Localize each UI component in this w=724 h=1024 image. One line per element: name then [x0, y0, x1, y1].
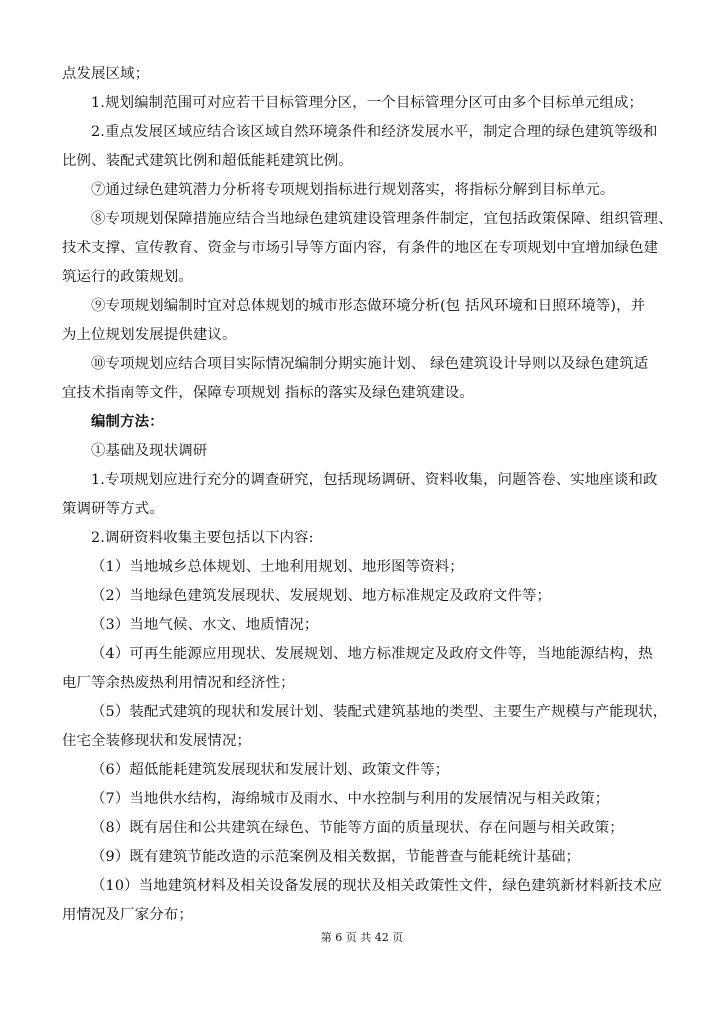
list-item: （5）装配式建筑的现状和发展计划、装配式建筑基地的类型、主要生产规模与产能现状，	[91, 704, 668, 720]
list-item: （3）当地气候、水文、地质情况；	[91, 617, 319, 633]
page-footer: 第 6 页 共 42 页	[320, 931, 404, 944]
document-body	[62, 60, 673, 930]
paragraph-line: 比例、装配式建筑比例和超低能耗建筑比例。	[62, 153, 353, 169]
paragraph-line: 为上位规划发展提供建议。	[62, 327, 237, 343]
list-item-continuation: 住宅全装修现状和发展情况；	[62, 733, 252, 749]
list-item: （8）既有居住和公共建筑在绿色、节能等方面的质量现状、存在问题与相关政策；	[91, 820, 624, 836]
paragraph-line: ⑩专项规划应结合项目实际情况编制分期实施计划、 绿色建筑设计导则以及绿色建筑适	[91, 356, 649, 372]
paragraph-line: ⑧专项规划保障措施应结合当地绿色建筑建设管理条件制定，宜包括政策保障、组织管理、	[91, 211, 673, 227]
paragraph-line: 2.调研资料收集主要包括以下内容:	[91, 530, 314, 546]
paragraph-line: ①基础及现状调研	[91, 443, 208, 459]
list-item: （9）既有建筑节能改造的示范案例及相关数据，节能普查与能耗统计基础；	[91, 849, 581, 865]
list-item-continuation: 用情况及厂家分布；	[62, 907, 193, 923]
paragraph-line: 1.规划编制范围可对应若干目标管理分区，一个目标管理分区可由多个目标单元组成；	[91, 95, 644, 111]
list-item: （4）可再生能源应用现状、发展规划、地方标准规定及政府文件等，当地能源结构，热	[91, 646, 653, 662]
list-item-continuation: 电厂等余热废热利用情况和经济性；	[62, 675, 295, 691]
paragraph-line: 策调研等方式。	[62, 501, 164, 517]
list-item: （1）当地城乡总体规划、土地利用规划、地形图等资料；	[91, 559, 464, 575]
paragraph-line: 技术支撑、宣传教育、资金与市场引导等方面内容，有条件的地区在专项规划中宜增加绿色建	[62, 240, 659, 256]
paragraph-line: 2.重点发展区域应结合该区域自然环境条件和经济发展水平，制定合理的绿色建筑等级和	[91, 124, 658, 140]
paragraph-line: 宜技术指南等文件，保障专项规划 指标的落实及绿色建筑建设。	[62, 385, 474, 401]
paragraph-line: ⑦通过绿色建筑潜力分析将专项规划指标进行规划落实，将指标分解到目标单元。	[91, 182, 615, 198]
paragraph-line: ⑨专项规划编制时宜对总体规划的城市形态做环境分析(包 括风环境和日照环境等)，并	[91, 298, 646, 314]
list-item: （10）当地建筑材料及相关设备发展的现状及相关政策性文件，绿色建筑新材料新技术应	[91, 878, 663, 894]
list-item: （7）当地供水结构，海绵城市及雨水、中水控制与利用的发展情况与相关政策；	[91, 791, 610, 807]
paragraph-line: 点发展区域；	[62, 66, 150, 82]
list-item: （2）当地绿色建筑发展现状、发展规划、地方标准规定及政府文件等；	[91, 588, 552, 604]
paragraph-line: 1.专项规划应进行充分的调查研究，包括现场调研、资料收集，问题答卷、实地座谈和政	[91, 472, 658, 488]
paragraph-line: 筑运行的政策规划。	[62, 269, 193, 285]
section-heading: 编制方法：	[91, 414, 164, 430]
list-item: （6）超低能耗建筑发展现状和发展计划、政策文件等；	[91, 762, 450, 778]
